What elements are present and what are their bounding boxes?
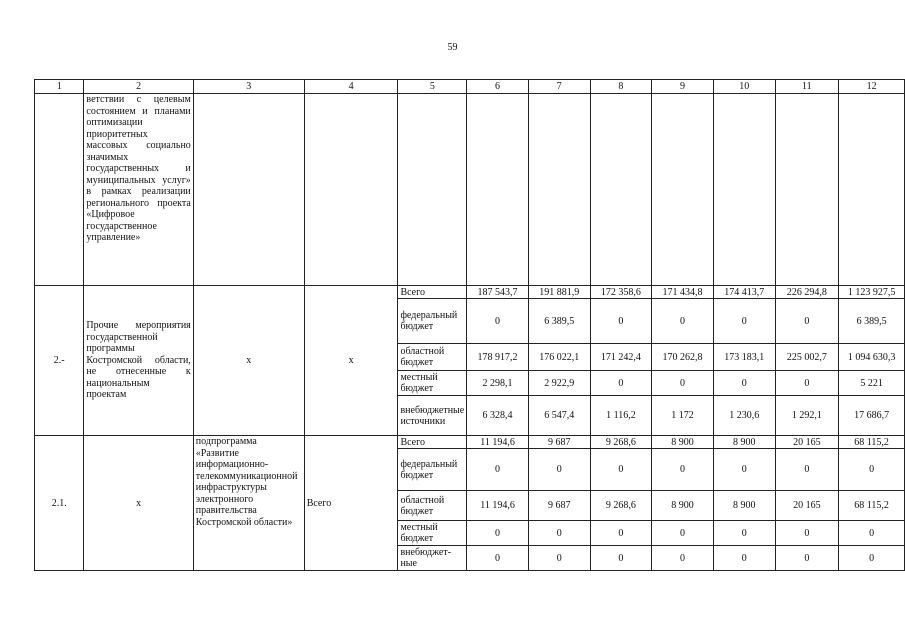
value-cell: 9 268,6 (590, 491, 652, 521)
value-cell: 11 194,6 (467, 436, 529, 449)
column-header: 4 (304, 80, 398, 94)
value-cell: 0 (467, 521, 529, 546)
value-cell: 8 900 (652, 491, 714, 521)
funding-source: местный бюджет (398, 371, 467, 396)
value-cell: 6 389,5 (528, 299, 590, 344)
column-header: 7 (528, 80, 590, 94)
value-cell: 171 434,8 (652, 286, 714, 299)
page-number: 59 (447, 42, 458, 53)
table-row (35, 286, 905, 299)
budget-table (34, 79, 905, 571)
value-cell: 0 (652, 546, 714, 571)
value-cell: 0 (467, 546, 529, 571)
funding-source: федеральный бюджет (398, 449, 467, 491)
responsible-cell: Всего (304, 436, 398, 571)
value-cell: 0 (839, 449, 905, 491)
value-cell: 0 (652, 521, 714, 546)
cell (528, 94, 590, 286)
value-cell: 68 115,2 (839, 491, 905, 521)
value-cell: 1 094 630,3 (839, 344, 905, 371)
value-cell: 0 (713, 299, 775, 344)
cell-x: х (193, 286, 304, 436)
value-cell: 0 (775, 449, 839, 491)
value-cell: 0 (590, 521, 652, 546)
value-cell: 8 900 (713, 491, 775, 521)
value-cell: 0 (775, 299, 839, 344)
cell (839, 94, 905, 286)
value-cell: 20 165 (775, 491, 839, 521)
value-cell: 11 194,6 (467, 491, 529, 521)
value-cell: 173 183,1 (713, 344, 775, 371)
funding-source: местный бюджет (398, 521, 467, 546)
column-header: 10 (713, 80, 775, 94)
value-cell: 0 (775, 371, 839, 396)
column-header: 11 (775, 80, 839, 94)
cell (652, 94, 714, 286)
value-cell: 225 002,7 (775, 344, 839, 371)
funding-source: областной бюджет (398, 491, 467, 521)
cell (713, 94, 775, 286)
value-cell: 0 (839, 546, 905, 571)
value-cell: 0 (590, 449, 652, 491)
column-header: 5 (398, 80, 467, 94)
funding-source: Всего (398, 286, 467, 299)
value-cell: 171 242,4 (590, 344, 652, 371)
value-cell: 1 116,2 (590, 396, 652, 436)
row-code: 2.1. (35, 436, 84, 571)
value-cell: 226 294,8 (775, 286, 839, 299)
measure-name: Прочие мероприятия государственной программы Костромской области, не отнесенные к национальным проектам (84, 286, 193, 436)
value-cell: 0 (713, 371, 775, 396)
value-cell: 68 115,2 (839, 436, 905, 449)
row-code: 2.- (35, 286, 84, 436)
cell (193, 94, 304, 286)
value-cell: 1 230,6 (713, 396, 775, 436)
subprogram-name: подпрограмма «Развитие информационно-телекоммуникационной инфраструктуры электронного правительства Костромской области» (193, 436, 304, 571)
column-header: 6 (467, 80, 529, 94)
value-cell: 8 900 (713, 436, 775, 449)
value-cell: 174 413,7 (713, 286, 775, 299)
funding-source: внебюджетные источники (398, 396, 467, 436)
cell (35, 94, 84, 286)
funding-source: внебюджет-ные (398, 546, 467, 571)
value-cell: 0 (775, 546, 839, 571)
value-cell: 0 (467, 449, 529, 491)
value-cell: 6 547,4 (528, 396, 590, 436)
value-cell: 1 292,1 (775, 396, 839, 436)
value-cell: 187 543,7 (467, 286, 529, 299)
value-cell: 5 221 (839, 371, 905, 396)
value-cell: 8 900 (652, 436, 714, 449)
value-cell: 0 (713, 521, 775, 546)
value-cell: 0 (528, 521, 590, 546)
funding-source: Всего (398, 436, 467, 449)
value-cell: 9 687 (528, 436, 590, 449)
table-row (35, 436, 905, 449)
value-cell: 1 123 927,5 (839, 286, 905, 299)
cell (304, 94, 398, 286)
column-header: 1 (35, 80, 84, 94)
cell (467, 94, 529, 286)
value-cell: 0 (713, 546, 775, 571)
column-header: 12 (839, 80, 905, 94)
funding-source: областной бюджет (398, 344, 467, 371)
value-cell: 2 298,1 (467, 371, 529, 396)
continuation-description: ветствии с целевым состоянием и планами оптимизации приоритетных массовых социально значимых государственных и муниципальных услуг» в рамках реализации регионального проекта «Цифровое государственное управление» (84, 94, 193, 286)
value-cell: 0 (528, 449, 590, 491)
cell-x: х (84, 436, 193, 571)
value-cell: 0 (590, 546, 652, 571)
header-row (35, 80, 905, 94)
value-cell: 176 022,1 (528, 344, 590, 371)
value-cell: 0 (839, 521, 905, 546)
value-cell: 9 687 (528, 491, 590, 521)
value-cell: 6 328,4 (467, 396, 529, 436)
value-cell: 0 (652, 371, 714, 396)
column-header: 8 (590, 80, 652, 94)
column-header: 9 (652, 80, 714, 94)
column-header: 2 (84, 80, 193, 94)
value-cell: 170 262,8 (652, 344, 714, 371)
continuation-row (35, 94, 905, 286)
value-cell: 0 (713, 449, 775, 491)
value-cell: 0 (775, 521, 839, 546)
value-cell: 9 268,6 (590, 436, 652, 449)
cell (398, 94, 467, 286)
value-cell: 0 (467, 299, 529, 344)
value-cell: 178 917,2 (467, 344, 529, 371)
value-cell: 172 358,6 (590, 286, 652, 299)
funding-source: федеральный бюджет (398, 299, 467, 344)
value-cell: 17 686,7 (839, 396, 905, 436)
value-cell: 0 (528, 546, 590, 571)
value-cell: 191 881,9 (528, 286, 590, 299)
value-cell: 0 (590, 371, 652, 396)
value-cell: 6 389,5 (839, 299, 905, 344)
value-cell: 20 165 (775, 436, 839, 449)
value-cell: 2 922,9 (528, 371, 590, 396)
value-cell: 0 (652, 449, 714, 491)
value-cell: 0 (652, 299, 714, 344)
cell-x: х (304, 286, 398, 436)
value-cell: 1 172 (652, 396, 714, 436)
cell (775, 94, 839, 286)
column-header: 3 (193, 80, 304, 94)
value-cell: 0 (590, 299, 652, 344)
cell (590, 94, 652, 286)
